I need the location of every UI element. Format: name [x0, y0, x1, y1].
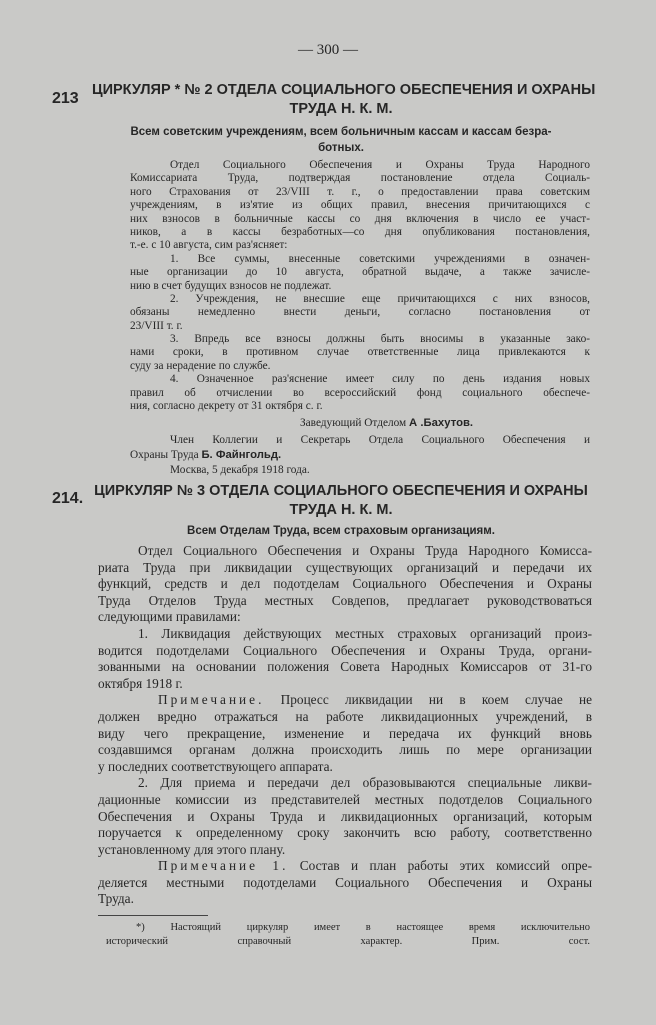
addressee — [92, 124, 590, 156]
text-line: поручается к определенному сроку закончить всю работу, соответственно — [98, 825, 592, 841]
note-line: у последних соответствующего аппарата. — [98, 758, 333, 774]
title-line: ТРУДА Н. К. М. — [289, 502, 393, 518]
footnote — [106, 921, 590, 949]
text-line: ния, согласно декрету от 31 октября с. г. — [130, 400, 323, 413]
text-line: 3. Впредь все взносы должны быть вносимы в указанные зако- — [170, 333, 590, 346]
document-title — [92, 81, 596, 119]
text-line: 23/VIII т. г. — [130, 319, 183, 332]
note-text: Состав и план работы этих комиссий опре- — [299, 858, 592, 874]
note-line: должен вредно отражаться на работе ликвидационных учреждений, в — [98, 708, 592, 724]
signature-1 — [300, 416, 473, 431]
text-line: нами сроки, в противном случае ответственные лица привлекаются к — [130, 346, 590, 359]
text-line: т.-е. с 10 августа, сим раз'ясняет: — [130, 239, 288, 252]
page-number: — 300 — — [298, 42, 358, 58]
text-line: 4. Означенное раз'яснение имеет силу по день издания новых — [170, 373, 590, 386]
text-line: ников, а в кассы безработных—со дня опубликования постановления, — [130, 225, 590, 238]
text-line: риата Труда при ликвидации существующих организаций и передачи их — [98, 559, 592, 575]
text-line: зованными на основании положения Совета Народных Комиссаров от 31-го — [98, 659, 592, 675]
footnote-rule — [98, 915, 208, 916]
note-line: создавшимся органам должна происходить лишь по мере организации — [98, 742, 592, 758]
text-line: 1. Ликвидация действующих местных страховых организаций произ- — [138, 625, 592, 641]
text-line: ного Страхования от 23/VIII т. г., о предоставлении права советским — [130, 185, 590, 198]
addressee-line: ботных. — [318, 142, 364, 154]
signature-role: Охраны Труда — [130, 449, 199, 461]
text-line: октября 1918 г. — [98, 675, 183, 691]
place-date: Москва, 5 декабря 1918 года. — [170, 464, 310, 476]
signature-role: Член Коллегии и Секретарь Отдела Социального Обеспечения и — [170, 434, 590, 446]
text-line: учреждениям, в из'ятие из общих правил, внесения причитающихся с — [130, 199, 590, 212]
text-line: них взносов в больничные кассы со дня включения в число ее участ- — [130, 212, 590, 225]
note-label: Примечание. — [158, 692, 265, 708]
text-line: Отдел Социального Обеспечения и Охраны Труда Народного — [170, 159, 590, 171]
note-line — [98, 858, 592, 875]
signature-role: Заведующий Отделом — [300, 417, 407, 429]
footnote-line: исторический справочный характер. Прим. сост. — [106, 936, 590, 947]
title-line: ЦИРКУЛЯР № 3 ОТДЕЛА СОЦИАЛЬНОГО ОБЕСПЕЧЕНИЯ И ОХРАНЫ — [94, 483, 588, 499]
text-line: следующими правилами: — [98, 609, 241, 625]
text-line: Отдел Социального Обеспечения и Охраны Труда Народного Комисса- — [138, 543, 592, 558]
text-line: Труда Отделов Труда местных Совдепов, предлагает руководствоваться — [98, 592, 592, 608]
document-body — [98, 543, 592, 908]
note-label: Примечание 1. — [158, 858, 289, 874]
title-line: ТРУДА Н. К. М. — [289, 101, 393, 117]
addressee: Всем Отделам Труда, всем страховым организациям. — [187, 525, 495, 537]
text-line: дационные комиссии из представителей местных подотделов Социального — [98, 791, 592, 807]
text-line: 2. Учреждения, не внесшие еще причитающихся с них взносов, — [170, 292, 590, 305]
addressee-line: Всем советским учреждениям, всем больничным кассам и кассам безра- — [130, 126, 552, 138]
text-line: 1. Все суммы, внесенные советскими учреждениями в означен- — [170, 252, 590, 265]
footnote-line: *) Настоящий циркуляр имеет в настоящее время исключительно — [136, 922, 590, 933]
text-line: 2. Для приема и передачи дел образовываются специальные ликви- — [138, 775, 592, 791]
note-text: Процесс ликвидации ни в коем случае не — [280, 692, 592, 708]
text-line: Комиссариата Труда, подтверждая постановление отдела Социаль- — [130, 172, 590, 185]
note-line: виду чего прекращение, изменение и передача их функций вновь — [98, 725, 592, 741]
text-line: суду за нерадение по службе. — [130, 359, 271, 372]
text-line: Обеспечения и Охраны Труда и ликвидационных организаций, которым — [98, 808, 592, 824]
text-line: обязаны немедленно внести деньги, согласно постановления от — [130, 306, 590, 319]
title-line: ЦИРКУЛЯР * № 2 ОТДЕЛА СОЦИАЛЬНОГО ОБЕСПЕЧЕНИЯ И ОХРАНЫ — [92, 82, 596, 98]
text-line: водится подотделами Социального Обеспечения и Охраны Труда, органи- — [98, 642, 592, 658]
text-line: установленному для этого плану. — [98, 841, 286, 857]
signature-name: Б. Файнгольд. — [201, 449, 282, 461]
text-line: нию в счет будущих взносов не подлежат. — [130, 279, 332, 292]
document-number: 213 — [52, 90, 79, 107]
note-line: Труда. — [98, 891, 134, 907]
signature-name: А .Бахутов. — [409, 417, 474, 429]
note-line: деляется местными подотделами Социального Обеспечения и Охраны — [98, 874, 592, 890]
signature-2 — [130, 433, 590, 463]
document-title — [92, 482, 590, 520]
document-number: 214. — [52, 490, 84, 507]
document-body — [130, 159, 590, 413]
text-line: ные организации до 10 августа, обратной выдаче, а также зачисле- — [130, 266, 590, 279]
text-line: правил об отчислении во всероссийский фонд социального обеспече- — [130, 386, 590, 399]
note-line — [98, 692, 592, 709]
text-line: функций, средств и дел подотделам Социального Обеспечения и Охраны — [98, 576, 592, 592]
